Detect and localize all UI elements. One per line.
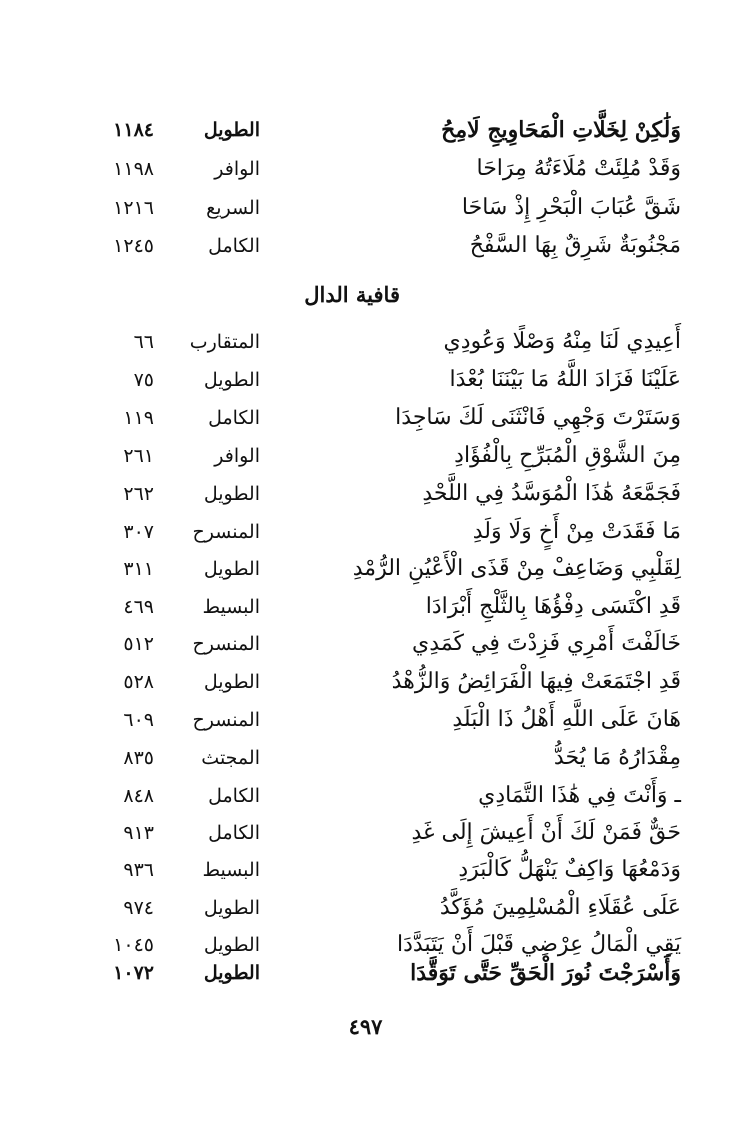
index-entry (0, 362, 731, 398)
verse-text: أَعِيدِي لَنَا مِنْهُ وَصْلًا وَعُودِي (443, 329, 681, 354)
meter-name: الطويل (203, 897, 260, 919)
verse-text: خَالَفْتَ أَمْرِي فَزِدْتَ فِي كَمَدِي (412, 631, 681, 656)
section-heading: قافية الدال (304, 282, 400, 307)
meter-name: الكامل (208, 822, 260, 844)
index-entry (0, 551, 731, 587)
meter-name: الطويل (203, 934, 260, 956)
verse-text: فَجَمَّعَهُ هَٰذَا الْمُوَسَّدُ فِي اللَّحْدِ (422, 481, 681, 506)
meter-name: المتقارب (189, 331, 260, 353)
page-reference: ٦٦ (133, 331, 154, 353)
page-reference: ١٠٧٢ (113, 962, 154, 984)
page-reference: ٦٠٩ (123, 709, 154, 731)
page-number: ٤٩٧ (348, 1014, 383, 1039)
meter-name: السريع (206, 197, 260, 219)
index-entry (0, 151, 731, 187)
index-entry (0, 852, 731, 888)
verse-text: هَانَ عَلَى اللَّهِ أَهْلُ ذَا الْبَلَدِ (452, 707, 681, 732)
page-reference: ١١٩ (123, 407, 154, 429)
page-reference: ٧٥ (133, 369, 154, 391)
page-reference: ١٢٤٥ (113, 235, 154, 257)
page-reference: ٣٠٧ (123, 521, 154, 543)
index-entry (0, 955, 731, 991)
page-reference: ٤٦٩ (123, 596, 154, 618)
index-entry (0, 815, 731, 851)
verse-text: وَسَتَرْتَ وَجْهِي فَانْثَنَى لَكَ سَاجِدَا (395, 405, 681, 430)
index-entry (0, 702, 731, 738)
meter-name: الكامل (208, 785, 260, 807)
verse-text: يَقِي الْمَالُ عِرْضِي قَبْلَ أَنْ يَتَبَدَّدَا (396, 932, 681, 957)
page-reference: ٩٧٤ (123, 897, 154, 919)
meter-name: الوافر (214, 445, 260, 467)
meter-name: الوافر (214, 158, 260, 180)
index-entry (0, 514, 731, 550)
verse-text: وَقَدْ مُلِئَتْ مُلَاءَتُهُ مِرَاحَا (476, 156, 681, 181)
verse-text: مِنَ الشَّوْقِ الْمُبَرِّحِ بِالْفُؤَادِ (454, 443, 681, 468)
index-entry (0, 400, 731, 436)
page-reference: ١١٩٨ (113, 158, 154, 180)
verse-text: لِقَلْبِي وَضَاعِفْ مِنْ قَذَى الْأَعْيُنِ الرُّمْدِ (352, 556, 681, 581)
page-reference: ١١٨٤ (113, 119, 154, 141)
index-entry (0, 324, 731, 360)
page-reference: ٥١٢ (123, 633, 154, 655)
index-entry (0, 626, 731, 662)
verse-text: شَقَّ عُبَابَ الْبَحْرِ إِذْ سَاحَا (461, 195, 681, 220)
verse-text: وَلَٰكِنْ لِخَلَّاتِ الْمَحَاوِيجِ لَامِحُ (441, 117, 681, 143)
meter-name: الطويل (203, 369, 260, 391)
verse-text: حَقٌّ فَمَنْ لَكَ أَنْ أَعِيشَ إِلَى غَدِ (411, 820, 681, 845)
page-reference: ٢٦٢ (123, 483, 154, 505)
verse-text: وَدَمْعُهَا وَاكِفٌ يَنْهَلُّ كَالْبَرَدِ (458, 857, 681, 882)
page-reference: ٨٣٥ (123, 747, 154, 769)
verse-text: قَدِ اجْتَمَعَتْ فِيهَا الْفَرَائِضُ وَالزُّهْدُ (391, 669, 681, 694)
page-reference: ٥٢٨ (123, 671, 154, 693)
meter-name: الطويل (203, 119, 260, 141)
page-reference: ١٢١٦ (113, 197, 154, 219)
page-reference: ١٠٤٥ (113, 934, 154, 956)
index-entry (0, 476, 731, 512)
index-entry (0, 778, 731, 814)
page-reference: ٨٤٨ (123, 785, 154, 807)
verse-text: مَجْنُوبَةٌ شَرِقٌ بِهَا السَّفْحُ (469, 233, 681, 258)
meter-name: الطويل (203, 483, 260, 505)
meter-name: الطويل (203, 671, 260, 693)
index-entry (0, 438, 731, 474)
verse-text: عَلَى عُقَلَاءِ الْمُسْلِمِينَ مُؤَكَّدُ (439, 895, 681, 920)
index-entry (0, 190, 731, 226)
meter-name: البسيط (202, 859, 260, 881)
verse-text: قَدِ اكْتَسَى دِفْؤُهَا بِالثَّلْجِ أَبْرَادَا (425, 594, 681, 619)
page-reference: ٩١٣ (123, 822, 154, 844)
meter-name: المنسرح (192, 521, 260, 543)
page-reference: ٩٣٦ (123, 859, 154, 881)
index-entry (0, 112, 731, 148)
index-entry (0, 589, 731, 625)
verse-text: ـ وَأَنْتَ فِي هَٰذَا التَّمَادِي (478, 783, 681, 808)
meter-name: الكامل (208, 407, 260, 429)
index-entry (0, 228, 731, 264)
index-entry (0, 890, 731, 926)
verse-text: عَلَيْنَا فَزَادَ اللَّهُ مَا بَيْنَنَا بُعْدَا (449, 367, 681, 392)
page-reference: ٣١١ (123, 558, 154, 580)
meter-name: البسيط (202, 596, 260, 618)
meter-name: المجتث (201, 747, 260, 769)
verse-text: مَا فَقَدَتْ مِنْ أَخٍ وَلَا وَلَدِ (472, 519, 681, 544)
index-entry (0, 664, 731, 700)
meter-name: الطويل (203, 962, 260, 984)
verse-text: مِقْدَارُهُ مَا يُحَدُّ (553, 745, 681, 770)
index-entry (0, 740, 731, 776)
verse-text: وَأَسْرَجْتَ نُورَ الْحَقِّ حَتَّى تَوَقَّدَا (410, 960, 681, 986)
meter-name: المنسرح (192, 633, 260, 655)
meter-name: الكامل (208, 235, 260, 257)
meter-name: الطويل (203, 558, 260, 580)
page-reference: ٢٦١ (123, 445, 154, 467)
meter-name: المنسرح (192, 709, 260, 731)
